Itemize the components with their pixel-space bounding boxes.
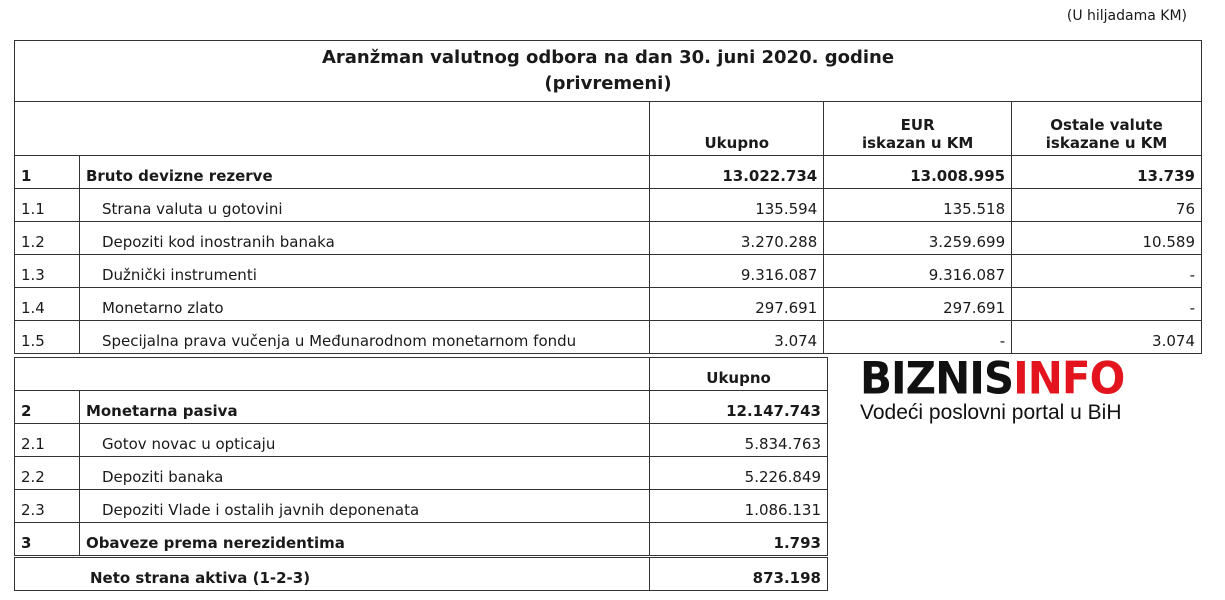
table-row: 1.3 Dužnički instrumenti 9.316.087 9.316.087 - bbox=[15, 255, 1202, 288]
table-title bbox=[15, 41, 1202, 102]
currency-board-table bbox=[14, 40, 1202, 354]
table-row: 1.5 Specijalna prava vučenja u Međunarodnom monetarnom fondu 3.074 - 3.074 bbox=[15, 321, 1202, 354]
table-row: 1.4 Monetarno zlato 297.691 297.691 - bbox=[15, 288, 1202, 321]
header-eur: EUR iskazan u KM bbox=[824, 102, 1012, 156]
header-total: Ukupno bbox=[650, 358, 828, 391]
table-row: 2.2 Depoziti banaka 5.226.849 bbox=[15, 457, 828, 490]
table-row: 2.1 Gotov novac u opticaju 5.834.763 bbox=[15, 424, 828, 457]
title-row bbox=[15, 41, 1202, 102]
table-row: 1 Bruto devizne rezerve 13.022.734 13.008.995 13.739 bbox=[15, 156, 1202, 189]
table-row: 1.2 Depoziti kod inostranih banaka 3.270.288 3.259.699 10.589 bbox=[15, 222, 1202, 255]
title-line1: Aranžman valutnog odbora na dan 30. juni 2020. godine bbox=[321, 47, 895, 68]
logo-tagline: Vodeći poslovni portal u BiH bbox=[860, 401, 1122, 424]
table-row: 2.3 Depoziti Vlade i ostalih javnih deponenata 1.086.131 bbox=[15, 490, 828, 523]
table-row: 2 Monetarna pasiva 12.147.743 bbox=[15, 391, 828, 424]
net-label: Neto strana aktiva (1-2-3) bbox=[15, 558, 650, 591]
table-row: 3 Obaveze prema nerezidentima 1.793 bbox=[15, 523, 828, 556]
table-row bbox=[15, 558, 828, 591]
monetary-liabilities-table bbox=[14, 357, 828, 556]
header-other: Ostale valute iskazane u KM bbox=[1012, 102, 1202, 156]
unit-note: (U hiljadama KM) bbox=[1066, 8, 1187, 24]
biznisinfo-logo bbox=[860, 352, 1125, 425]
title-line2: (privremeni) bbox=[544, 73, 672, 94]
header-row bbox=[15, 102, 1202, 156]
net-assets-table bbox=[14, 557, 828, 591]
header-total: Ukupno bbox=[650, 102, 824, 156]
header-row bbox=[15, 358, 828, 391]
net-total: 873.198 bbox=[650, 558, 828, 591]
table-row: 1.1 Strana valuta u gotovini 135.594 135.518 76 bbox=[15, 189, 1202, 222]
logo-wordmark: BIZNISINFO bbox=[860, 352, 1125, 405]
